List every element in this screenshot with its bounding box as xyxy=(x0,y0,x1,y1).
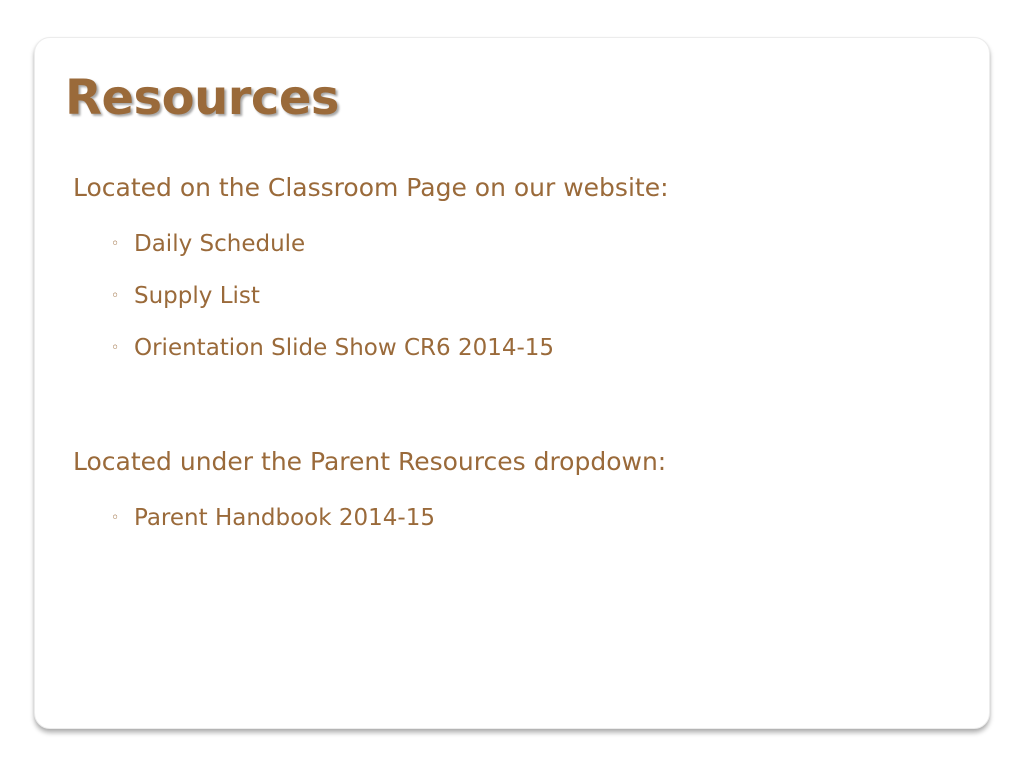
list-item xyxy=(111,218,554,270)
list-item xyxy=(111,322,554,374)
parent-resources-list xyxy=(111,492,435,544)
bullet-icon: ◦ xyxy=(111,340,120,356)
list-item xyxy=(111,270,554,322)
slide-title: Resources xyxy=(65,70,339,126)
list-item-label: Parent Handbook 2014-15 xyxy=(134,505,435,531)
list-item-label: Supply List xyxy=(134,283,260,309)
section-heading-parent-resources: Located under the Parent Resources dropdown: xyxy=(73,447,667,476)
list-item-label: Orientation Slide Show CR6 2014-15 xyxy=(134,335,555,361)
list-item xyxy=(111,492,435,544)
bullet-icon: ◦ xyxy=(111,510,120,526)
bullet-icon: ◦ xyxy=(111,236,120,252)
slide-card xyxy=(34,37,990,729)
bullet-icon: ◦ xyxy=(111,288,120,304)
section-heading-classroom: Located on the Classroom Page on our website: xyxy=(73,173,669,202)
classroom-resources-list xyxy=(111,218,554,374)
list-item-label: Daily Schedule xyxy=(134,231,306,257)
